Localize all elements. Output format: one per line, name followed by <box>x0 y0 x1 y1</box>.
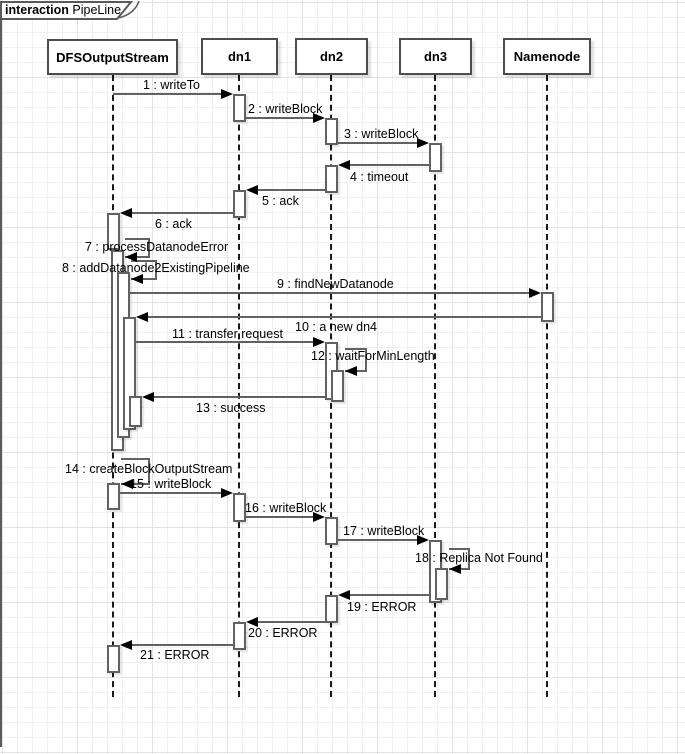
lifeline-namenode[interactable] <box>546 75 548 697</box>
message-arrowhead-13 <box>142 392 154 402</box>
message-line-19[interactable] <box>346 594 429 596</box>
message-line-21[interactable] <box>128 644 233 646</box>
message-arrowhead-21 <box>120 640 132 650</box>
message-arrowhead-3 <box>417 138 429 148</box>
message-line-13[interactable] <box>150 396 325 398</box>
message-label-7[interactable]: 7 : processDatanodeError <box>85 240 229 254</box>
message-label-10[interactable]: 10 : a new dn4 <box>295 320 378 334</box>
frame-border-left <box>0 2 2 747</box>
message-line-17[interactable] <box>338 539 421 541</box>
activation-bar-namenode[interactable] <box>541 292 554 322</box>
message-arrowhead-10 <box>136 312 148 322</box>
activation-bar-dn3[interactable] <box>429 143 442 172</box>
message-label-8[interactable]: 8 : addDatanode2ExistingPipeline <box>62 261 250 275</box>
activation-bar-dn2[interactable] <box>325 595 338 623</box>
activation-bar-dn2[interactable] <box>325 118 338 145</box>
lifeline-header-dn2[interactable]: dn2 <box>295 38 368 75</box>
message-line-11[interactable] <box>136 341 317 343</box>
message-label-20[interactable]: 20 : ERROR <box>248 626 318 640</box>
message-arrowhead-9 <box>529 288 541 298</box>
activation-bar-dn2[interactable] <box>325 165 338 193</box>
message-label-6[interactable]: 6 : ack <box>155 217 192 231</box>
message-line-2[interactable] <box>246 117 317 119</box>
message-label-5[interactable]: 5 : ack <box>262 194 299 208</box>
frame-name: PipeLine <box>72 3 122 17</box>
message-arrowhead-15 <box>221 488 233 498</box>
activation-bar-dfsoutputstream[interactable] <box>107 645 120 673</box>
activation-bar-dn3[interactable] <box>435 568 448 600</box>
message-arrowhead-1 <box>221 89 233 99</box>
frame-title <box>5 3 121 17</box>
message-line-3[interactable] <box>338 142 421 144</box>
message-label-12[interactable]: 12 : waitForMinLength <box>311 349 435 363</box>
message-arrowhead-4 <box>338 160 350 170</box>
activation-bar-dn1[interactable] <box>233 190 246 218</box>
activation-bar-dfsoutputstream[interactable] <box>107 483 120 510</box>
message-line-10[interactable] <box>144 316 541 318</box>
lifeline-header-dn1[interactable]: dn1 <box>201 38 278 75</box>
message-arrowhead-5 <box>246 185 258 195</box>
message-arrowhead-6 <box>120 208 132 218</box>
message-line-5[interactable] <box>254 189 325 191</box>
message-label-11[interactable]: 11 : transfer request <box>172 327 283 341</box>
message-label-18[interactable]: 18 : Replica Not Found <box>415 551 543 565</box>
activation-bar-dn1[interactable] <box>233 622 246 650</box>
frame-keyword: interaction <box>5 3 69 17</box>
message-label-21[interactable]: 21 : ERROR <box>140 648 210 662</box>
message-label-19[interactable]: 19 : ERROR <box>347 600 417 614</box>
message-arrowhead-8 <box>131 274 143 284</box>
message-line-15[interactable] <box>120 492 225 494</box>
message-line-9[interactable] <box>130 292 533 294</box>
activation-bar-dn2[interactable] <box>331 370 344 402</box>
message-arrowhead-19 <box>338 590 350 600</box>
message-label-4[interactable]: 4 : timeout <box>350 170 409 184</box>
message-label-16[interactable]: 16 : writeBlock <box>245 501 327 515</box>
message-label-15[interactable]: 15 : writeBlock <box>130 477 212 491</box>
lifeline-dn1[interactable] <box>238 75 240 697</box>
activation-bar-dn2[interactable] <box>325 517 338 545</box>
message-label-13[interactable]: 13 : success <box>196 401 266 415</box>
message-arrowhead-12 <box>345 366 357 376</box>
message-label-3[interactable]: 3 : writeBlock <box>344 127 419 141</box>
activation-bar-dfsoutputstream[interactable] <box>129 396 142 427</box>
message-label-17[interactable]: 17 : writeBlock <box>343 524 425 538</box>
lifeline-header-namenode[interactable]: Namenode <box>503 38 591 75</box>
message-label-14[interactable]: 14 : createBlockOutputStream <box>65 462 233 476</box>
message-line-1[interactable] <box>113 93 225 95</box>
lifeline-header-dfsoutputstream[interactable]: DFSOutputStream <box>47 39 178 75</box>
message-arrowhead-11 <box>313 337 325 347</box>
message-line-4[interactable] <box>346 164 429 166</box>
activation-bar-dn1[interactable] <box>233 94 246 122</box>
message-label-9[interactable]: 9 : findNewDatanode <box>277 277 394 291</box>
message-line-20[interactable] <box>254 621 325 623</box>
lifeline-header-dn3[interactable]: dn3 <box>399 38 472 75</box>
message-label-2[interactable]: 2 : writeBlock <box>248 102 323 116</box>
message-label-1[interactable]: 1 : writeTo <box>143 78 200 92</box>
message-line-16[interactable] <box>246 516 317 518</box>
message-line-6[interactable] <box>128 212 233 214</box>
message-arrowhead-18 <box>449 564 461 574</box>
